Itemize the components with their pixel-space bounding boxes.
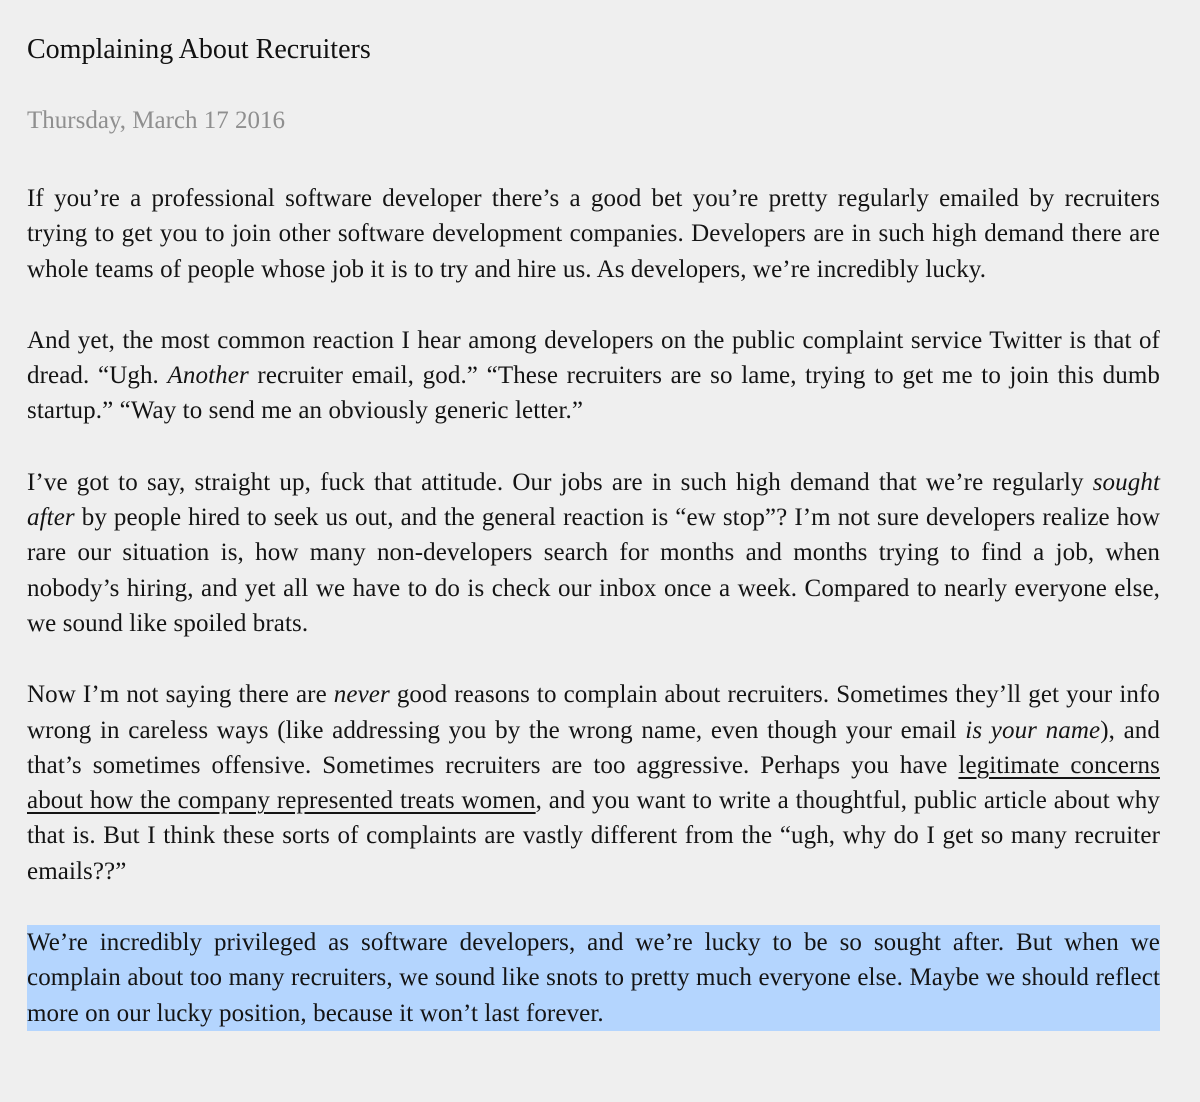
article [27, 30, 1160, 1031]
paragraph-4-text-c: ), and that’s sometimes offensive. Sometimes recruiters are too aggressive. Perhaps you have [27, 716, 1160, 779]
paragraph-4-emphasis-name: is your name [965, 716, 1101, 744]
paragraph-2-text-a: And yet, the most common reaction I hear among developers on the public complaint service Twitter is that of dread. “Ugh. [27, 326, 1160, 390]
paragraph-2 [27, 323, 1160, 429]
paragraph-4-emphasis-never: never [333, 681, 390, 709]
paragraph-3-text-b: by people hired to seek us out, and the general reaction is “ew stop”? I’m not sure developers realize how rare our situation is, how many non-developers search for months and months trying to find a job, when nobody’s hiring, and yet all we have to do is check our inbox once a week. Compared to nearly everyone else, we sound like spoiled brats. [27, 504, 1160, 637]
paragraph-4-text-a: Now I’m not saying there are [27, 681, 334, 709]
legitimate-concerns-link[interactable]: legitimate concerns about how the company represented treats women [27, 751, 1160, 815]
article-date: Thursday, March 17 2016 [27, 107, 286, 134]
paragraph-2-text-b: recruiter email, god.” “These recruiters are so lame, trying to get me to join this dumb startup.” “Way to send me an obviously generic letter.” [27, 362, 1160, 425]
paragraph-4-text-b: good reasons to complain about recruiters. Sometimes they’ll get your info wrong in careless ways (like addressing you by the wrong name, even though your email [27, 681, 1160, 744]
article-title: Complaining About Recruiters [27, 34, 371, 65]
paragraph-1: If you’re a professional software developer there’s a good bet you’re pretty regularly emailed by recruiters trying to get you to join other software development companies. Developers are in such high demand there are whole teams of people whose job it is to try and hire us. As developers, we’re incredibly lucky. [27, 185, 1160, 283]
paragraph-4 [27, 677, 1160, 889]
paragraph-4-text-d: , and you want to write a thoughtful, public article about why that is. But I think these sorts of complaints are vastly different from the “ugh, why do I get so many recruiter emails??” [27, 787, 1160, 885]
paragraph-3-text-a: I’ve got to say, straight up, fuck that attitude. Our jobs are in such high demand that we’re regularly [27, 468, 1093, 496]
paragraph-5-selected: We’re incredibly privileged as software developers, and we’re lucky to be so sought after. But when we complain about too many recruiters, we sound like snots to pretty much everyone else. Maybe we should reflect more on our lucky position, because it won’t last forever. [27, 925, 1160, 1031]
paragraph-3-emphasis: sought after [27, 468, 1160, 532]
paragraph-3 [27, 465, 1160, 641]
paragraph-2-emphasis: Another [167, 362, 249, 390]
